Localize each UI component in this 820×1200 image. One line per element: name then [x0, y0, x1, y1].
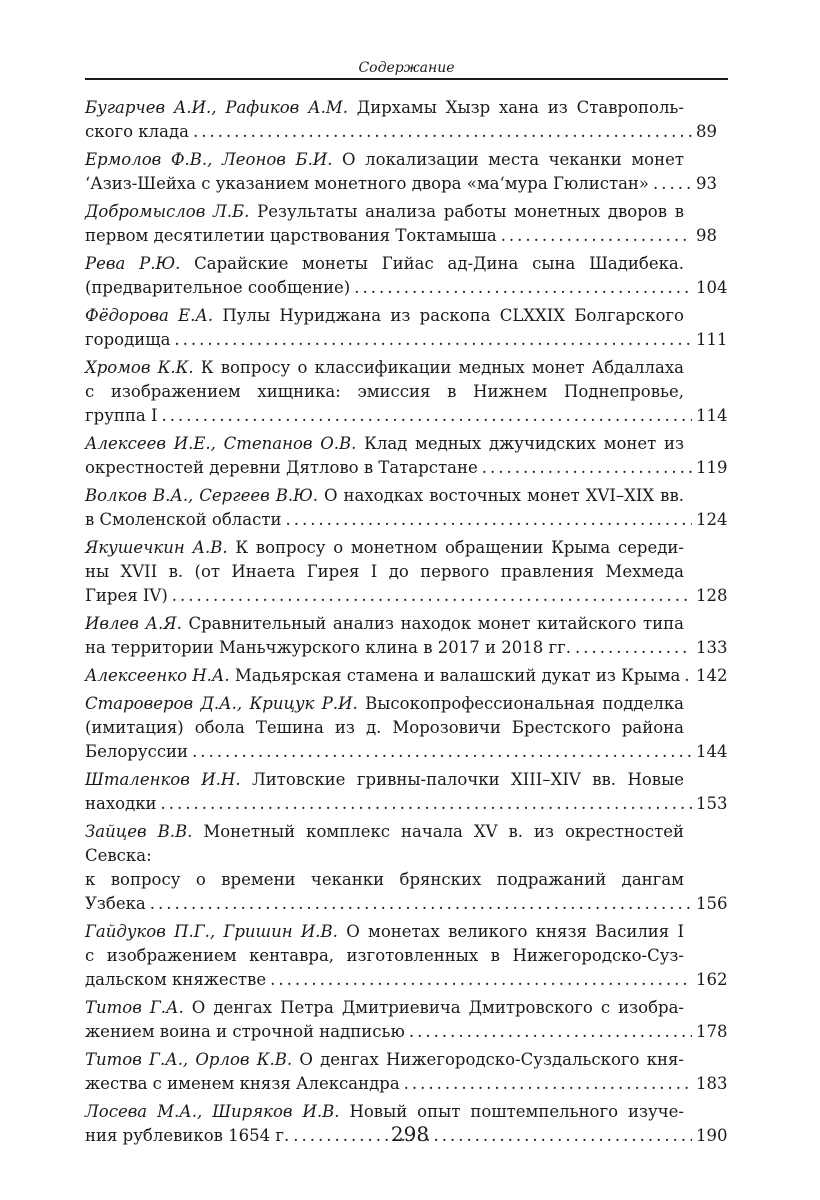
toc-entry-title-text [85, 584, 168, 608]
toc-entry-author: Алексеев И.Е., Степанов О.В. [85, 434, 357, 453]
toc-entry-line [85, 716, 684, 740]
toc-entry-title-text [85, 276, 350, 300]
toc-entry-title-text [85, 968, 266, 992]
toc-entry-page: 111 [696, 330, 728, 349]
toc-entry-title-text: Пулы Нуриджана из раскопа CLXXIX Болгарского [213, 306, 684, 325]
toc-leader-dots [193, 120, 692, 144]
toc-entry-line [85, 356, 684, 380]
toc-entry-title-text: Клад медных джучидских монет из [356, 434, 684, 453]
toc-entry-title-text: К вопросу о классификации медных монет Абдаллаха [193, 358, 684, 377]
toc-entry [85, 432, 728, 480]
toc-entry [85, 200, 728, 248]
toc-entry-last-line [85, 740, 728, 764]
toc-entry-page: 89 [696, 122, 717, 141]
toc-entry-author: Зайцев В.В. [85, 822, 193, 841]
toc-entry-last-line [85, 172, 728, 196]
toc-entry-title-text: О локализации места чеканки монет [332, 150, 684, 169]
toc-entry [85, 484, 728, 532]
toc-entry-line [85, 380, 684, 404]
toc-entry-title-text [85, 892, 146, 916]
toc-leader-dots [409, 1020, 692, 1044]
toc-entry-author: Титов Г.А., Орлов К.В. [85, 1050, 293, 1069]
toc-entry-page: 93 [696, 174, 717, 193]
toc-entry-last-text: Мадьярская стамена и валашский дукат из Крыма [229, 666, 681, 685]
toc-leader-dots [192, 740, 692, 764]
toc-entry-last-text: окрестностей деревни Дятлово в Татарстане [85, 458, 478, 477]
toc-entry-title-text [85, 120, 189, 144]
toc-entry-author: Староверов Д.А., Крицук Р.И. [85, 694, 358, 713]
toc-entry-title-text: О денгах Нижегородско-Суздальского кня- [292, 1050, 684, 1069]
toc-entry-title-text: Литовские гривны-палочки XIII–XIV вв. Новые [240, 770, 684, 789]
toc-entry-author: Ивлев А.Я. [85, 614, 182, 633]
toc-entry-line [85, 692, 684, 716]
toc-entry-last-line [85, 456, 728, 480]
toc-entry-author: Хромов К.К. [85, 358, 194, 377]
toc-entry-last-line [85, 120, 728, 144]
toc-entry-last-text: первом десятилетии царствования Токтамыша [85, 226, 497, 245]
toc-entry-last-line [85, 224, 728, 248]
toc-entry-title-text [85, 664, 680, 688]
toc-entry-page: 142 [696, 666, 728, 685]
toc-entry-title-text [85, 636, 571, 660]
toc-entry-line [85, 920, 684, 944]
toc-leader-dots [150, 892, 692, 916]
toc-entry-title-text [85, 740, 188, 764]
toc-entry-last-line [85, 328, 728, 352]
toc-leader-dots [354, 276, 692, 300]
toc-entry-last-text: жением воина и строчной надписью [85, 1022, 405, 1041]
toc-entry-author: Шталенков И.Н. [85, 770, 241, 789]
toc-entry-title-text: О денгах Петра Дмитриевича Дмитровского с изобра- [183, 998, 684, 1017]
toc-leader-dots [161, 792, 692, 816]
toc-entry [85, 996, 728, 1044]
toc-entry-line [85, 148, 684, 172]
toc-entry-line [85, 820, 684, 868]
toc-entry-title-text [85, 508, 281, 532]
running-header: Содержание [358, 60, 455, 76]
toc-leader-dots [684, 664, 692, 688]
toc-entry-last-text: ского клада [85, 122, 189, 141]
toc-entry-author: Фёдорова Е.А. [85, 306, 214, 325]
toc-entry-line [85, 768, 684, 792]
toc-entry-author: Рева Р.Ю. [85, 254, 181, 273]
toc-leader-dots [174, 328, 692, 352]
toc-entry-page: 153 [696, 794, 728, 813]
toc-entry-last-line [85, 1072, 728, 1096]
toc-entry-author: Алексеенко Н.А. [85, 666, 230, 685]
toc-entry-title-text: Монетный комплекс начала XV в. из окрестностей Севска: [85, 822, 684, 865]
toc-entry [85, 612, 728, 660]
toc-entry-title-text: к вопросу о времени чеканки брянских подражаний дангам [85, 870, 684, 889]
toc-entry-page: 133 [696, 638, 728, 657]
toc-entry-last-line [85, 664, 728, 688]
toc-entry-title-text [85, 456, 478, 480]
toc-entry-title-text [85, 172, 649, 196]
toc-entry-author: Якушечкин А.В. [85, 538, 228, 557]
toc-entry-title-text [85, 1020, 405, 1044]
toc-entry-last-text: ‘Азиз-Шейха с указанием монетного двора «ма‘мура Гюлистан» [85, 174, 650, 193]
toc-entry-title-text [85, 404, 158, 428]
toc-entry-line [85, 484, 684, 508]
toc-entry-page: 156 [696, 894, 728, 913]
toc-leader-dots [482, 456, 692, 480]
toc-entry [85, 692, 728, 764]
toc-entry [85, 1048, 728, 1096]
toc-entry-title-text [85, 1072, 400, 1096]
toc-entry [85, 252, 728, 300]
toc-entry-title-text: Новый опыт поштемпельного изуче- [339, 1102, 684, 1121]
toc-entry-page: 178 [696, 1022, 728, 1041]
toc-entry-line [85, 304, 684, 328]
toc-entry [85, 304, 728, 352]
toc-entry-last-line [85, 584, 728, 608]
toc-entry-last-text: на территории Маньчжурского клина в 2017 и 2018 гг. [85, 638, 571, 657]
toc-entry-page: 162 [696, 970, 728, 989]
toc-entry-title-text: с изображением хищника: эмиссия в Нижнем Поднепровье, [85, 382, 684, 401]
toc-entry-last-text: Гирея IV) [85, 586, 168, 605]
toc-entry-last-line [85, 968, 728, 992]
toc-entry-page: 190 [696, 1126, 728, 1145]
toc-entry-title-text: Результаты анализа работы монетных дворов в [249, 202, 684, 221]
toc-entry-last-text: дальском княжестве [85, 970, 267, 989]
toc-entry-author: Добромыслов Л.Б. [85, 202, 250, 221]
toc-entry-author: Титов Г.А. [85, 998, 184, 1017]
toc-entry-line [85, 560, 684, 584]
toc-entry-last-line [85, 276, 728, 300]
toc-entry-line [85, 612, 684, 636]
toc-leader-dots [575, 636, 692, 660]
header-rule [85, 78, 728, 80]
toc-entry-line [85, 252, 684, 276]
toc-entry [85, 768, 728, 816]
toc-entry-page: 144 [696, 742, 728, 761]
table-of-contents [85, 96, 728, 1152]
toc-leader-dots [653, 172, 692, 196]
toc-entry [85, 356, 728, 428]
toc-entry-last-line [85, 636, 728, 660]
toc-entry-page: 98 [696, 226, 717, 245]
toc-entry-line [85, 96, 684, 120]
page-number: 298 [390, 1122, 430, 1146]
toc-leader-dots [501, 224, 692, 248]
toc-entry-page: 119 [696, 458, 728, 477]
toc-entry-last-line [85, 404, 728, 428]
toc-entry-title-text: К вопросу о монетном обращении Крыма середи- [227, 538, 684, 557]
toc-entry-title-text [85, 792, 157, 816]
toc-leader-dots [172, 584, 692, 608]
toc-entry-page: 124 [696, 510, 728, 529]
toc-entry-author: Лосева М.А., Ширяков И.В. [85, 1102, 340, 1121]
toc-entry [85, 920, 728, 992]
toc-entry [85, 96, 728, 144]
toc-entry-author: Волков В.А., Сергеев В.Ю. [85, 486, 319, 505]
toc-entry-title-text: Высокопрофессиональная подделка [357, 694, 684, 713]
toc-entry-last-line [85, 1020, 728, 1044]
toc-entry-line [85, 996, 684, 1020]
toc-entry-last-text: Узбека [85, 894, 146, 913]
toc-entry-title-text: с изображением кентавра, изготовленных в Нижегородско-Суз- [85, 946, 684, 965]
toc-entry-page: 104 [696, 278, 728, 297]
toc-entry [85, 820, 728, 916]
toc-entry-last-text: группа I [85, 406, 158, 425]
toc-leader-dots [270, 968, 692, 992]
toc-entry-page: 128 [696, 586, 728, 605]
toc-leader-dots [162, 404, 692, 428]
toc-entry-last-text: городища [85, 330, 171, 349]
toc-entry-last-text: в Смоленской области [85, 510, 282, 529]
toc-entry-line [85, 1048, 684, 1072]
toc-entry-last-line [85, 792, 728, 816]
toc-entry-title-text: (имитация) обола Тешина из д. Морозовичи Брестского района [85, 718, 684, 737]
toc-entry-last-text: ния рублевиков 1654 г. [85, 1126, 290, 1145]
toc-entry [85, 536, 728, 608]
toc-leader-dots [285, 508, 692, 532]
toc-entry-line [85, 868, 684, 892]
toc-entry-title-text [85, 328, 170, 352]
toc-entry-last-line [85, 508, 728, 532]
toc-entry [85, 148, 728, 196]
toc-entry-title-text: Сравнительный анализ находок монет китайского типа [181, 614, 684, 633]
toc-entry-last-text: Белоруссии [85, 742, 189, 761]
toc-entry [85, 664, 728, 688]
toc-entry-title-text: Дирхамы Хызр хана из Ставрополь- [347, 98, 684, 117]
toc-entry-line [85, 536, 684, 560]
toc-entry-title-text [85, 224, 497, 248]
toc-entry-page: 183 [696, 1074, 728, 1093]
toc-entry-page: 114 [696, 406, 728, 425]
toc-entry-title-text: О находках восточных монет XVI–XIX вв. [318, 486, 684, 505]
toc-entry-author: Ермолов Ф.В., Леонов Б.И. [85, 150, 333, 169]
toc-entry-title-text: О монетах великого князя Василия I [337, 922, 685, 941]
toc-entry-last-text: (предварительное сообщение) [85, 278, 351, 297]
toc-entry-title-text: Сарайские монеты Гийас ад-Дина сына Шадибека. [180, 254, 684, 273]
toc-entry-line [85, 432, 684, 456]
toc-entry-last-line [85, 892, 728, 916]
toc-entry-line [85, 944, 684, 968]
toc-entry-line [85, 1100, 684, 1124]
toc-entry-last-text: находки [85, 794, 157, 813]
toc-entry-title-text: ны XVII в. (от Инаета Гирея I до первого правления Мехмеда [85, 562, 684, 581]
toc-entry-line [85, 200, 684, 224]
toc-entry-author: Гайдуков П.Г., Гришин И.В. [85, 922, 338, 941]
toc-entry-last-text: жества с именем князя Александра [85, 1074, 400, 1093]
toc-leader-dots [404, 1072, 692, 1096]
toc-entry-author: Бугарчев А.И., Рафиков А.М. [85, 98, 348, 117]
